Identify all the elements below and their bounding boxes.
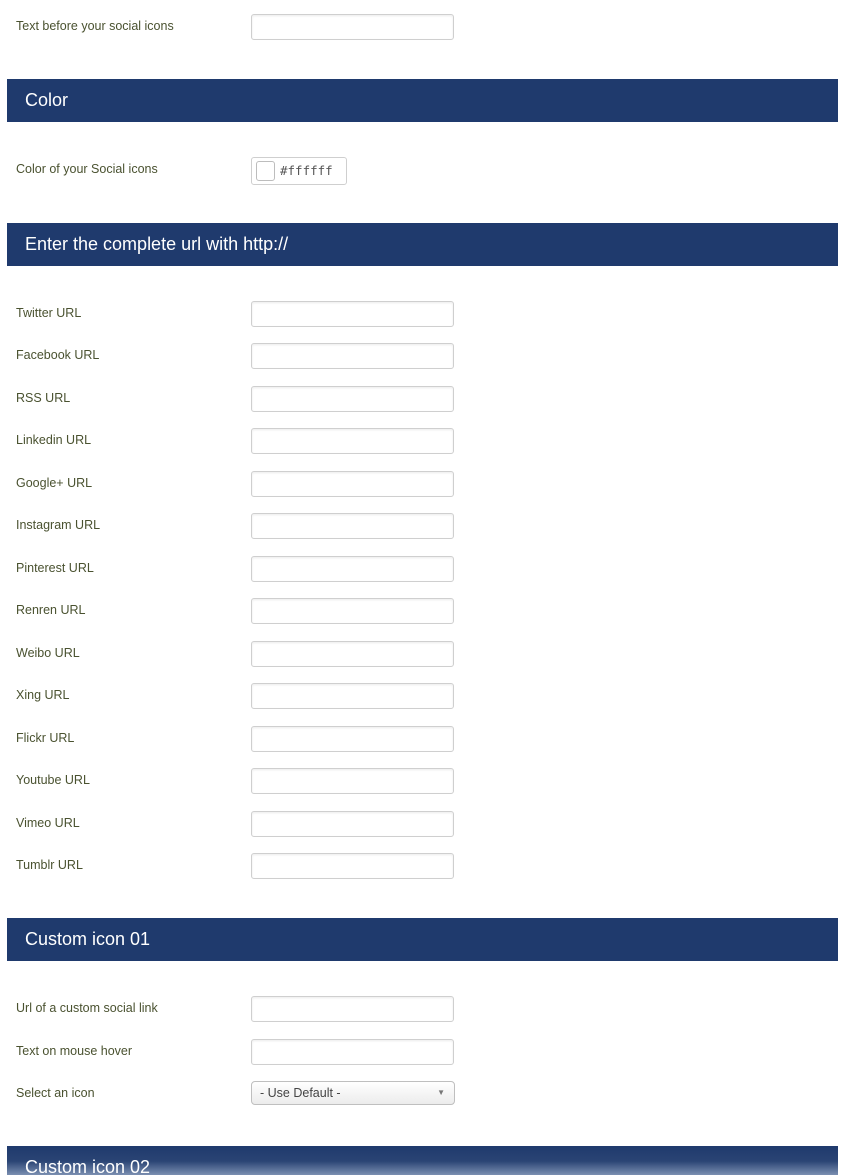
- text-before-input[interactable]: [251, 14, 454, 40]
- weibo-url-row: [0, 641, 850, 667]
- hover-text-input[interactable]: [251, 1039, 454, 1065]
- color-section-title: Color: [25, 90, 69, 110]
- color-swatch[interactable]: [256, 161, 275, 181]
- icon-select-dropdown[interactable]: [251, 1081, 455, 1105]
- linkedin-url-label: Linkedin URL: [16, 433, 92, 447]
- tumblr-url-input[interactable]: [251, 853, 454, 879]
- xing-url-row: [0, 683, 850, 709]
- xing-url-input[interactable]: [251, 683, 454, 709]
- url-section-title: Enter the complete url with http://: [25, 234, 289, 254]
- vimeo-url-input[interactable]: [251, 811, 454, 837]
- rss-url-label: RSS URL: [16, 391, 71, 405]
- hover-text-label: Text on mouse hover: [16, 1044, 133, 1058]
- googleplus-url-input[interactable]: [251, 471, 454, 497]
- xing-url-label: Xing URL: [16, 688, 70, 702]
- rss-url-row: [0, 386, 850, 412]
- color-hex-value: #ffffff: [280, 163, 333, 178]
- hover-text-row: [0, 1039, 850, 1065]
- dropdown-arrow-icon: ▼: [437, 1088, 445, 1097]
- weibo-url-input[interactable]: [251, 641, 454, 667]
- text-before-row: [0, 14, 850, 40]
- youtube-url-row: [0, 768, 850, 794]
- tumblr-url-row: [0, 853, 850, 879]
- twitter-url-input[interactable]: [251, 301, 454, 327]
- linkedin-url-row: [0, 428, 850, 454]
- instagram-url-row: [0, 513, 850, 539]
- pinterest-url-row: [0, 556, 850, 582]
- facebook-url-row: [0, 343, 850, 369]
- custom-icon-01-header: [7, 918, 838, 961]
- select-icon-label: Select an icon: [16, 1086, 95, 1100]
- icon-color-label: Color of your Social icons: [16, 162, 158, 176]
- url-section-header: [7, 223, 838, 266]
- facebook-url-input[interactable]: [251, 343, 454, 369]
- color-section-header: [7, 79, 838, 122]
- twitter-url-label: Twitter URL: [16, 306, 82, 320]
- vimeo-url-row: [0, 811, 850, 837]
- googleplus-url-label: Google+ URL: [16, 476, 93, 490]
- linkedin-url-input[interactable]: [251, 428, 454, 454]
- renren-url-label: Renren URL: [16, 603, 86, 617]
- flickr-url-input[interactable]: [251, 726, 454, 752]
- pinterest-url-label: Pinterest URL: [16, 561, 94, 575]
- custom-link-url-input[interactable]: [251, 996, 454, 1022]
- flickr-url-label: Flickr URL: [16, 731, 75, 745]
- custom-icon-01-title: Custom icon 01: [25, 929, 151, 949]
- text-before-label: Text before your social icons: [16, 19, 174, 33]
- instagram-url-label: Instagram URL: [16, 518, 101, 532]
- facebook-url-label: Facebook URL: [16, 348, 100, 362]
- icon-select-value: - Use Default -: [260, 1086, 341, 1100]
- custom-icon-02-header: [7, 1146, 838, 1175]
- pinterest-url-input[interactable]: [251, 556, 454, 582]
- icon-color-row: [0, 157, 850, 183]
- tumblr-url-label: Tumblr URL: [16, 858, 83, 872]
- vimeo-url-label: Vimeo URL: [16, 816, 80, 830]
- googleplus-url-row: [0, 471, 850, 497]
- youtube-url-label: Youtube URL: [16, 773, 90, 787]
- youtube-url-input[interactable]: [251, 768, 454, 794]
- instagram-url-input[interactable]: [251, 513, 454, 539]
- color-picker[interactable]: [251, 157, 347, 185]
- rss-url-input[interactable]: [251, 386, 454, 412]
- weibo-url-label: Weibo URL: [16, 646, 80, 660]
- renren-url-input[interactable]: [251, 598, 454, 624]
- custom-link-url-row: [0, 996, 850, 1022]
- custom-icon-02-title: Custom icon 02: [25, 1157, 151, 1175]
- twitter-url-row: [0, 301, 850, 327]
- custom-link-url-label: Url of a custom social link: [16, 1001, 158, 1015]
- renren-url-row: [0, 598, 850, 624]
- select-icon-row: [0, 1081, 850, 1107]
- flickr-url-row: [0, 726, 850, 752]
